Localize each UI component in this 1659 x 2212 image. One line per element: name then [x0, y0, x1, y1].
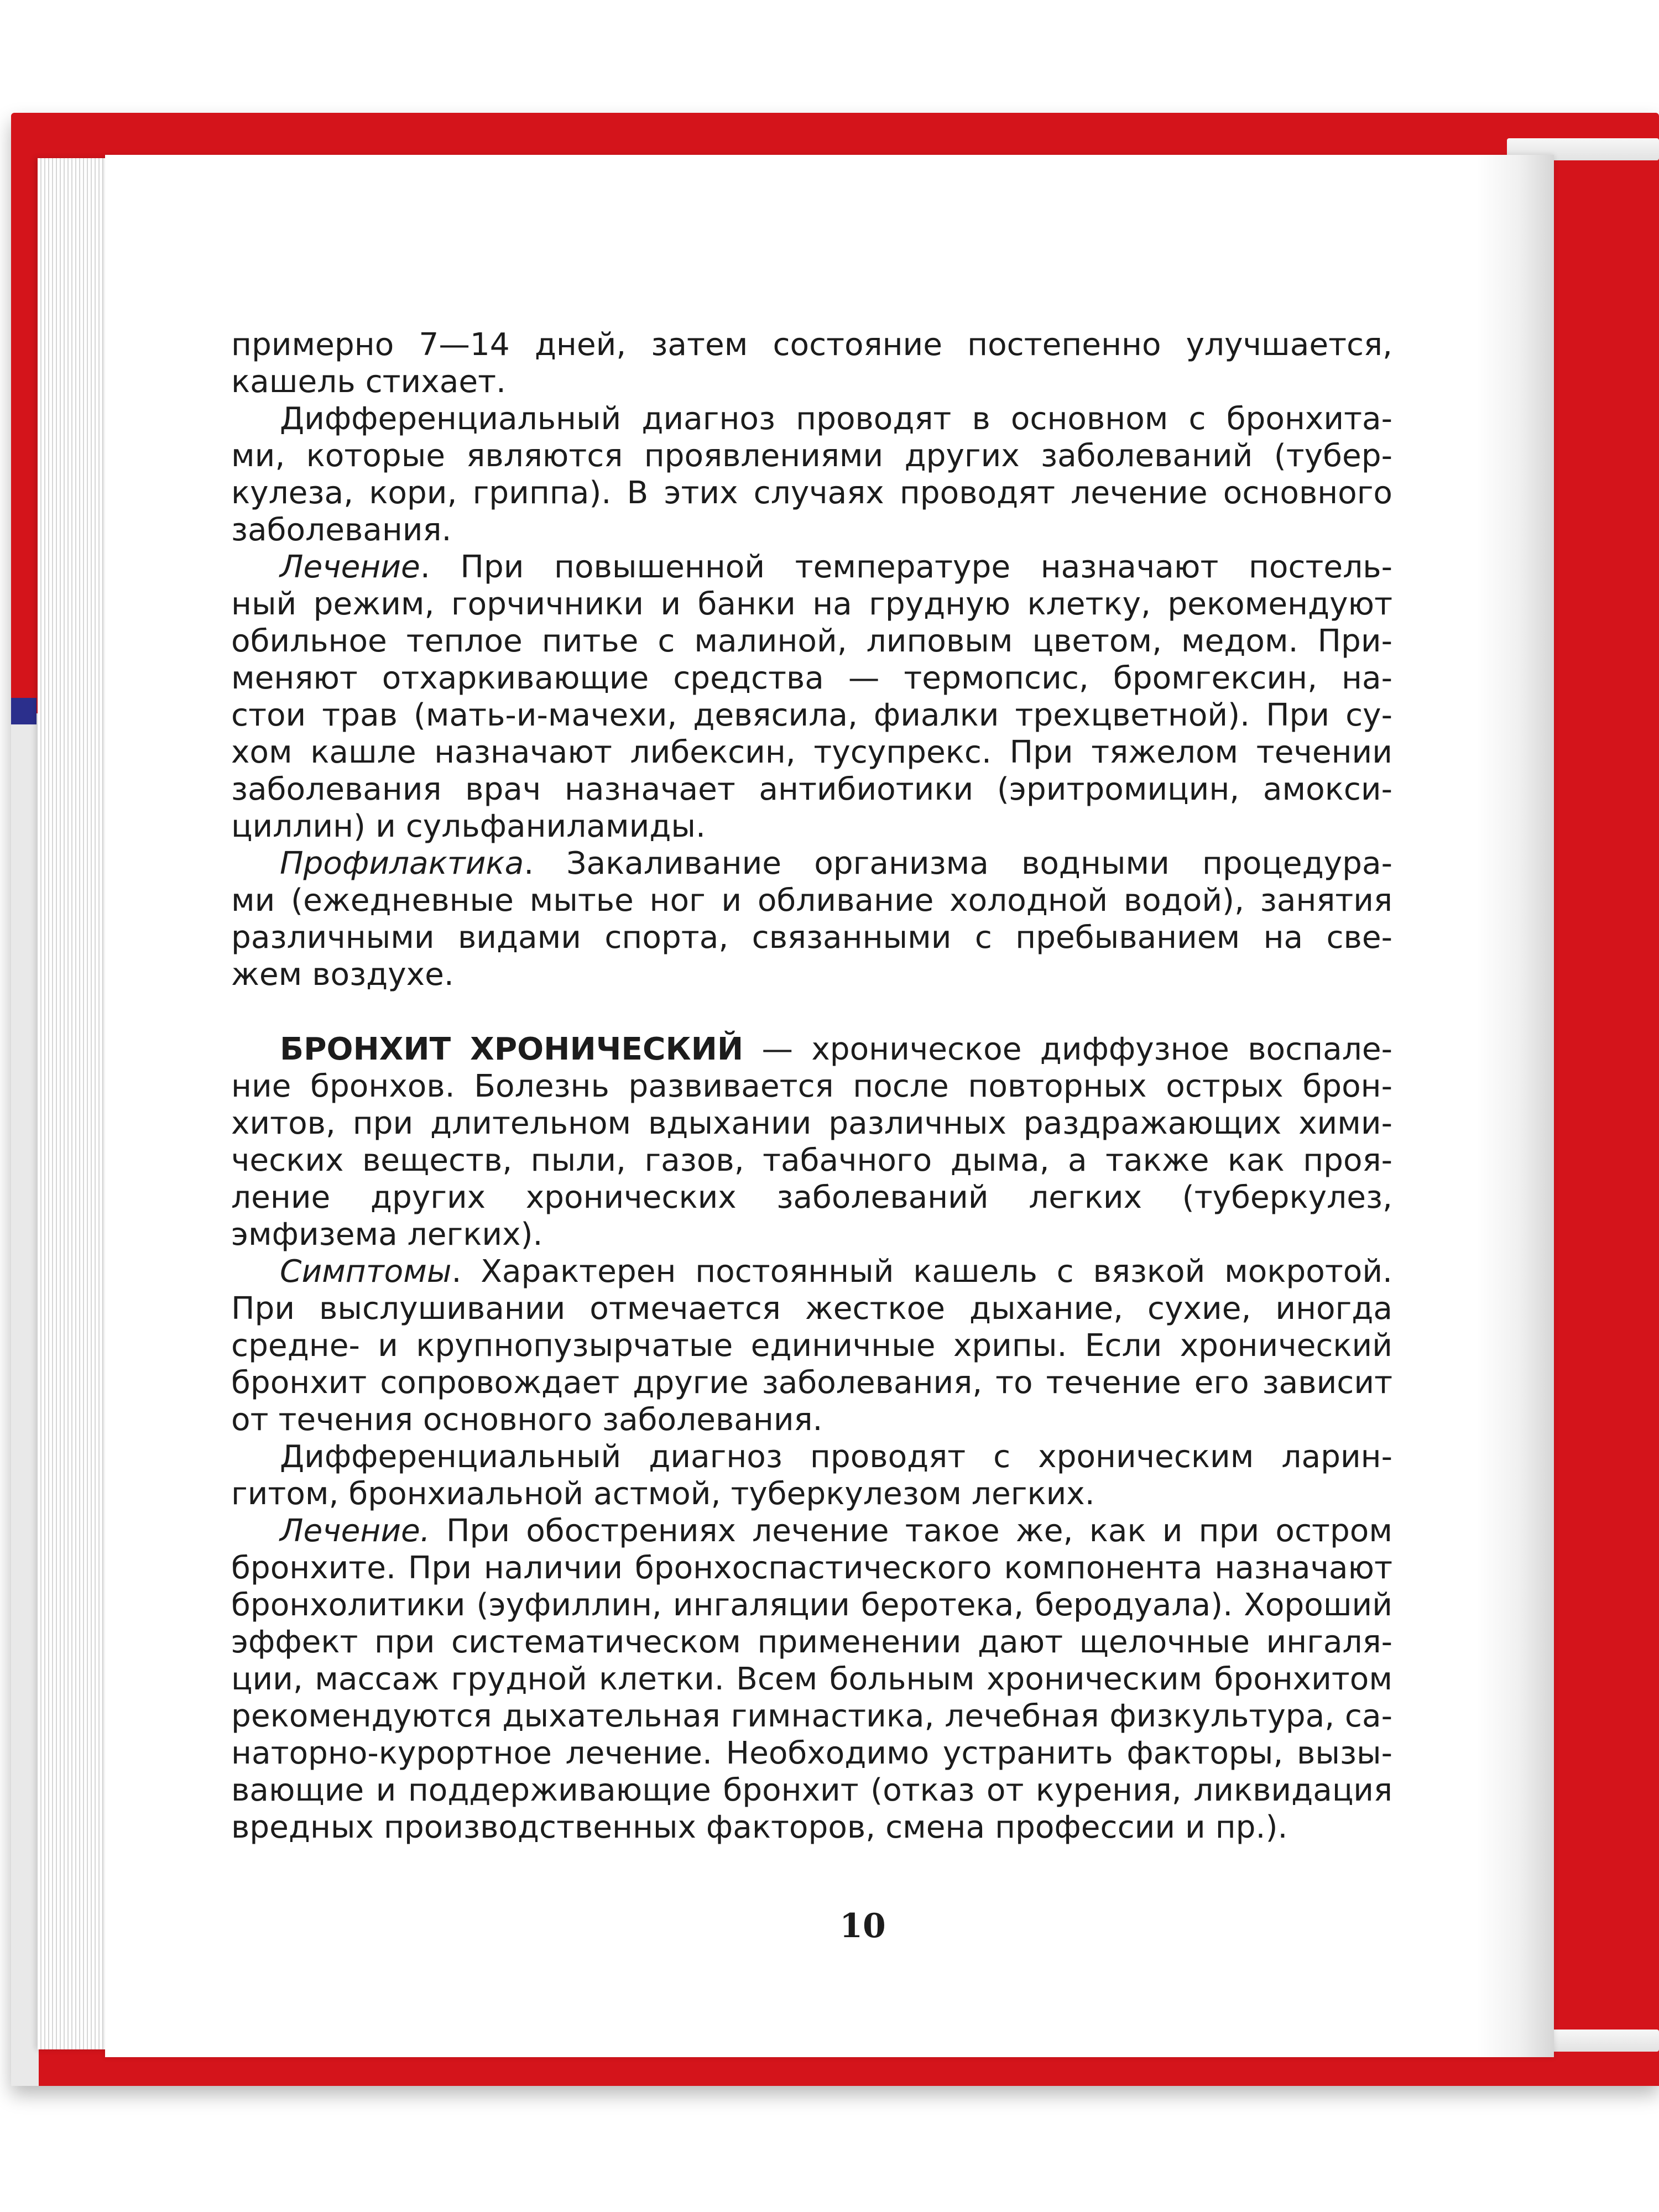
text-line: заболевания. — [231, 512, 452, 548]
text-run: . При повышенной температуре назначают постель- — [420, 549, 1392, 585]
text-line: рекомендуются дыхательная гимнастика, лечебная физкультура, са- — [231, 1698, 1392, 1734]
cover-lower-panel — [11, 713, 39, 2086]
text-line: гитом, бронхиальной астмой, туберкулезом легких. — [231, 1476, 1095, 1512]
text-line: кулеза, кори, гриппа). В этих случаях проводят лечение основного — [231, 475, 1392, 511]
text-line: Дифференциальный диагноз проводят с хроническим ларин- — [280, 1439, 1392, 1475]
text-line: ление других хронических заболеваний легких (туберкулез, — [231, 1180, 1392, 1215]
text-line: ный режим, горчичники и банки на грудную клетку, рекомендуют — [231, 586, 1392, 622]
text-line: от течения основного заболевания. — [231, 1402, 823, 1438]
text-line — [231, 1031, 1392, 1068]
text-line: ми (ежедневные мытье ног и обливание холодной водой), занятия — [231, 883, 1392, 919]
italic-heading: Симптомы — [280, 1254, 452, 1290]
text-run: . Закаливание организма водными процедура- — [524, 846, 1392, 881]
text-line: наторно-курортное лечение. Необходимо устранить факторы, вызы- — [231, 1735, 1392, 1771]
page-number: 10 — [839, 1907, 886, 1945]
text-line: ческих веществ, пыли, газов, табачного дыма, а также как проя- — [231, 1142, 1392, 1178]
text-line: средне- и крупнопузырчатые единичные хрипы. Если хронический — [231, 1328, 1392, 1364]
text-line: примерно 7—14 дней, затем состояние постепенно улучшается, — [231, 327, 1392, 363]
page-stack-edges — [38, 158, 115, 2049]
text-line: эмфизема легких). — [231, 1217, 543, 1253]
text-line: меняют отхаркивающие средства — термопсис, бромгексин, на- — [231, 660, 1392, 696]
text-line: стои трав (мать-и-мачехи, девясила, фиалки трехцветной). При су- — [231, 697, 1392, 733]
text-line — [231, 1512, 1392, 1550]
italic-heading: Лечение. — [280, 1513, 430, 1549]
italic-heading: Профилактика — [280, 846, 524, 881]
text-line: различными видами спорта, связанными с пребыванием на све- — [231, 920, 1392, 956]
text-run: — хроническое диффузное воспале- — [743, 1031, 1392, 1067]
text-line: хитов, при длительном вдыхании различных раздражающих хими- — [231, 1105, 1392, 1141]
text-line: бронхит сопровождает другие заболевания, то течение его зависит — [231, 1365, 1392, 1401]
text-run: . Характерен постоянный кашель с вязкой мокротой. — [451, 1254, 1392, 1290]
text-line: хом кашле назначают либексин, тусупрекс. При тяжелом течении — [231, 734, 1392, 770]
text-run: При обострениях лечение такое же, как и при остром — [430, 1513, 1392, 1549]
text-line — [231, 845, 1392, 882]
entry-heading: БРОНХИТ ХРОНИЧЕСКИЙ — [280, 1031, 744, 1067]
cover-corner — [1413, 2054, 1659, 2086]
text-line: бронхите. При наличии бронхоспастического компонента назначают — [231, 1550, 1392, 1586]
text-line: вредных производственных факторов, смена профессии и пр.). — [231, 1809, 1288, 1845]
text-line: эффект при систематическом применении дают щелочные ингаля- — [231, 1624, 1392, 1660]
text-line: заболевания врач назначает антибиотики (эритромицин, амокси- — [231, 771, 1392, 807]
text-line: жем воздухе. — [231, 957, 454, 993]
text-line: бронхолитики (эуфиллин, ингаляции беротека, беродуала). Хороший — [231, 1587, 1392, 1623]
section-gap — [231, 993, 1392, 1031]
text-line: вающие и поддерживающие бронхит (отказ от курения, ликвидация — [231, 1772, 1392, 1808]
text-line: При выслушивании отмечается жесткое дыхание, сухие, иногда — [231, 1291, 1392, 1327]
text-line: Дифференциальный диагноз проводят в основном с бронхита- — [280, 401, 1392, 437]
text-line: ции, массаж грудной клетки. Всем больным хроническим бронхитом — [231, 1661, 1392, 1697]
text-line: ми, которые являются проявлениями других заболеваний (тубер- — [231, 438, 1392, 474]
text-line: кашель стихает. — [231, 364, 506, 400]
page-text — [231, 326, 1392, 1846]
spine-shadow — [1477, 155, 1554, 2057]
text-line: ние бронхов. Болезнь развивается после повторных острых брон- — [231, 1068, 1392, 1104]
text-line — [231, 549, 1392, 586]
italic-heading: Лечение — [280, 549, 420, 585]
text-line: обильное теплое питье с малиной, липовым цветом, медом. При- — [231, 623, 1392, 659]
text-line: циллин) и сульфаниламиды. — [231, 808, 706, 844]
cover-blue-stripe — [11, 698, 36, 724]
text-line — [231, 1253, 1392, 1290]
